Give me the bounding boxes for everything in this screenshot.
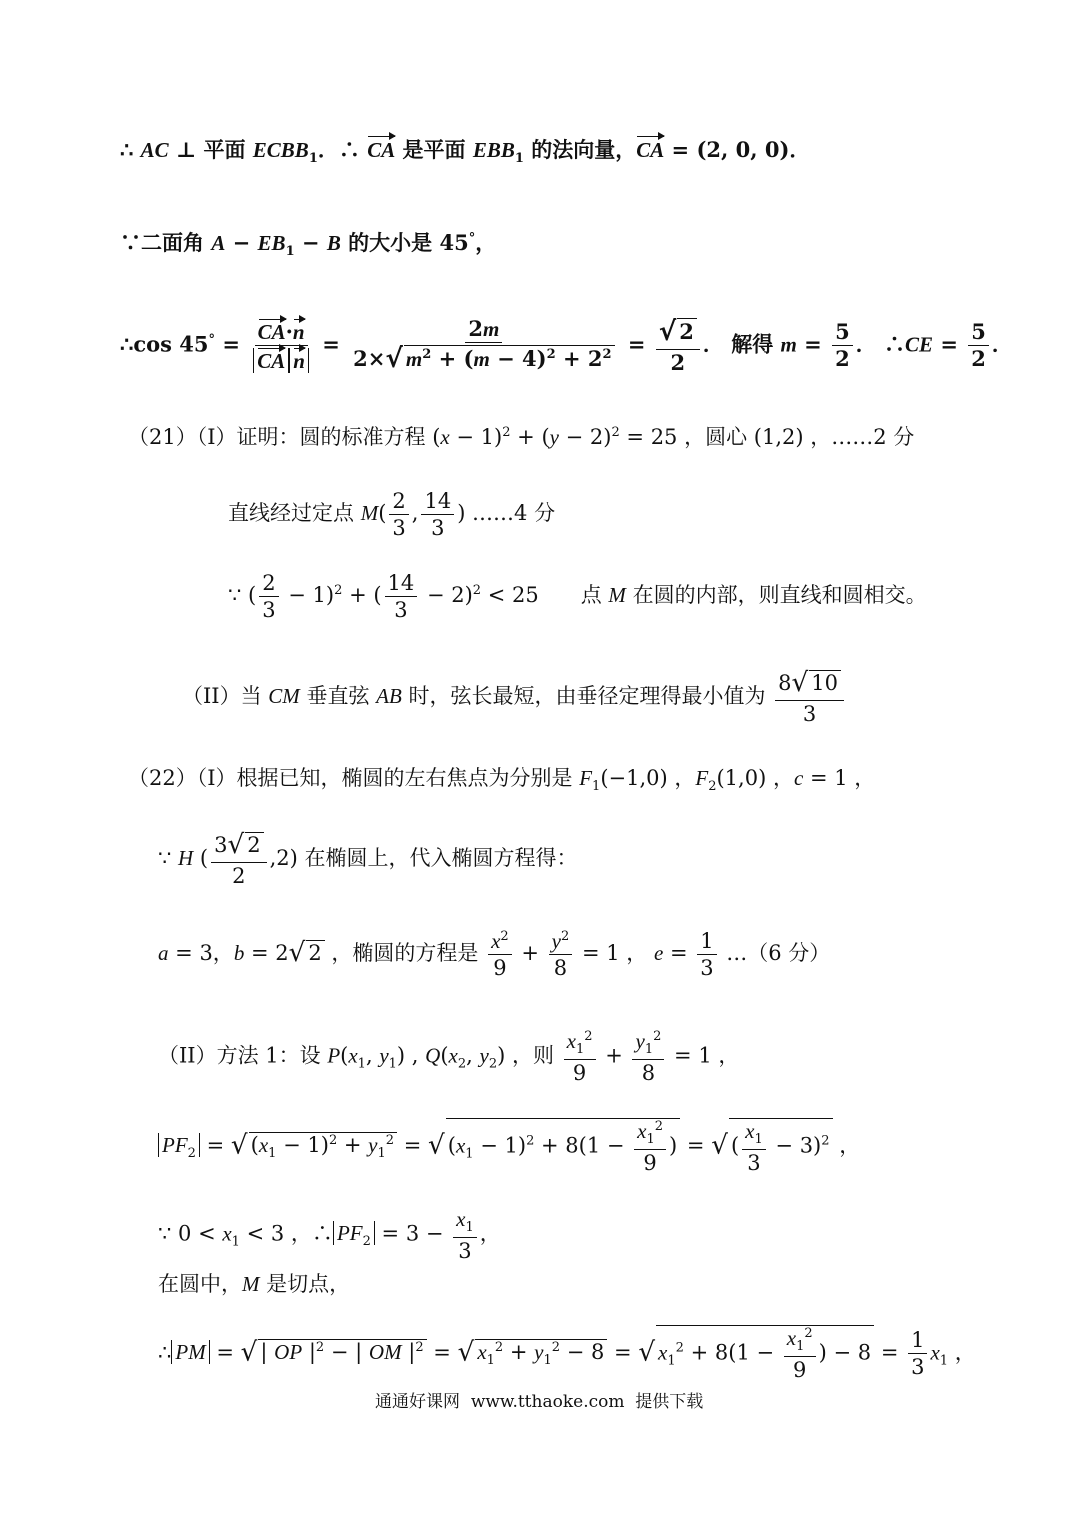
solution-line-2: ∵二面角 $A - EB_1 - B$ 的大小是 45°，: [120, 230, 497, 260]
solution-line-4: （21）（I）证明：圆的标准方程 $(x - 1)^2 + (y - 2)^2 = 25$ ，圆心 (1,2) ，……2 分: [128, 425, 915, 449]
solution-line-7: （II）当 CM 垂直弦 AB 时，弦长最短，由垂径定理得最小值为 $\frac{8√ 10}{3}$: [182, 670, 847, 725]
page-footer: [375, 1392, 703, 1412]
solution-line-10: a = 3，b = 2√ 2 ，椭圆的方程是 $\frac{x^2}{9}$ + $\frac{y^2}{8}$ = 1 ， e = $\frac{1}{3}$ …（6 分）: [158, 929, 831, 981]
solution-line-9: ∵ H ( $\frac{3√ 2}{2}$ ,2) 在椭圆上，代入椭圆方程得：: [158, 830, 578, 888]
footer-site-name: 通通好课网: [375, 1392, 460, 1412]
footer-suffix: 提供下载: [635, 1392, 704, 1412]
solution-line-13: ∵ $0 < x_1 < 3$ ，∴ $PF_2 = 3$ − $\frac{x_1}{3}$ ，: [158, 1207, 501, 1263]
footer-url[interactable]: www.tthaoke.com: [470, 1392, 625, 1412]
solution-line-14: 在圆中，M 是切点，: [158, 1272, 351, 1296]
solution-line-5: 直线经过定点 M( $\frac{2}{3}$ , $\frac{14}{3}$ ) ……4 分: [228, 489, 556, 541]
solution-line-3: ∴cos 45° = $\frac{CA\cdot n}{\text{CA n}}$ = $\frac{2m}{2\times√ m^2 + (m - 4)^2 + 2^2}$ = $\frac{√ 2}{2}$ ． 解得 m = $\frac{5}{2}$ ． ∴CE = $\frac{5}{2}$ ．: [120, 316, 1013, 375]
solution-line-15: ∴ PM = √ | OP $|^2$ − | OM $|^2$ = √ $x_1^2 + y_1^2 - 8$ = √ $x_1^2 + 8(1$ − $\frac{x_1^2}{9}$ ) − 8 = $\frac{1}{3}$ $x_1$ ，: [158, 1326, 976, 1382]
solution-line-11: （II）方法 1：设 $P(x_1$, $y_1$) , $Q(x_2$, $y_2$) ，则 $\frac{x_1^2}{9}$ + $\frac{y_1^2}{8}$ = 1 ，: [158, 1029, 740, 1085]
solution-line-6: ∵ ( $\frac{2}{3}$ − 1)$^2$ + ( $\frac{14}{3}$ − 2)$^2$ < 25 点 M 在圆的内部，则直线和圆相交。: [228, 571, 927, 623]
solution-line-1: ∴ AC ⊥ 平面 $ECBB_1$．∴ CA 是平面 $EBB_1$ 的法向量，CA = (2, 0, 0)．: [120, 137, 811, 167]
solution-line-12: $PF_2$ = √ $(x_1 - 1)^2 + y_1^2$ = √ $(x_1 - 1)^2 + 8(1$ − $\frac{x_1^2}{9}$ ) = √ ( $\frac{x_1}{3}$ − 3)$^2$ ，: [158, 1118, 860, 1174]
solution-line-8: （22）（I）根据已知，椭圆的左右焦点为分别是 $F_1(-1,0)$ ，$F_2(1,0)$ ，c = 1 ，: [128, 766, 876, 795]
